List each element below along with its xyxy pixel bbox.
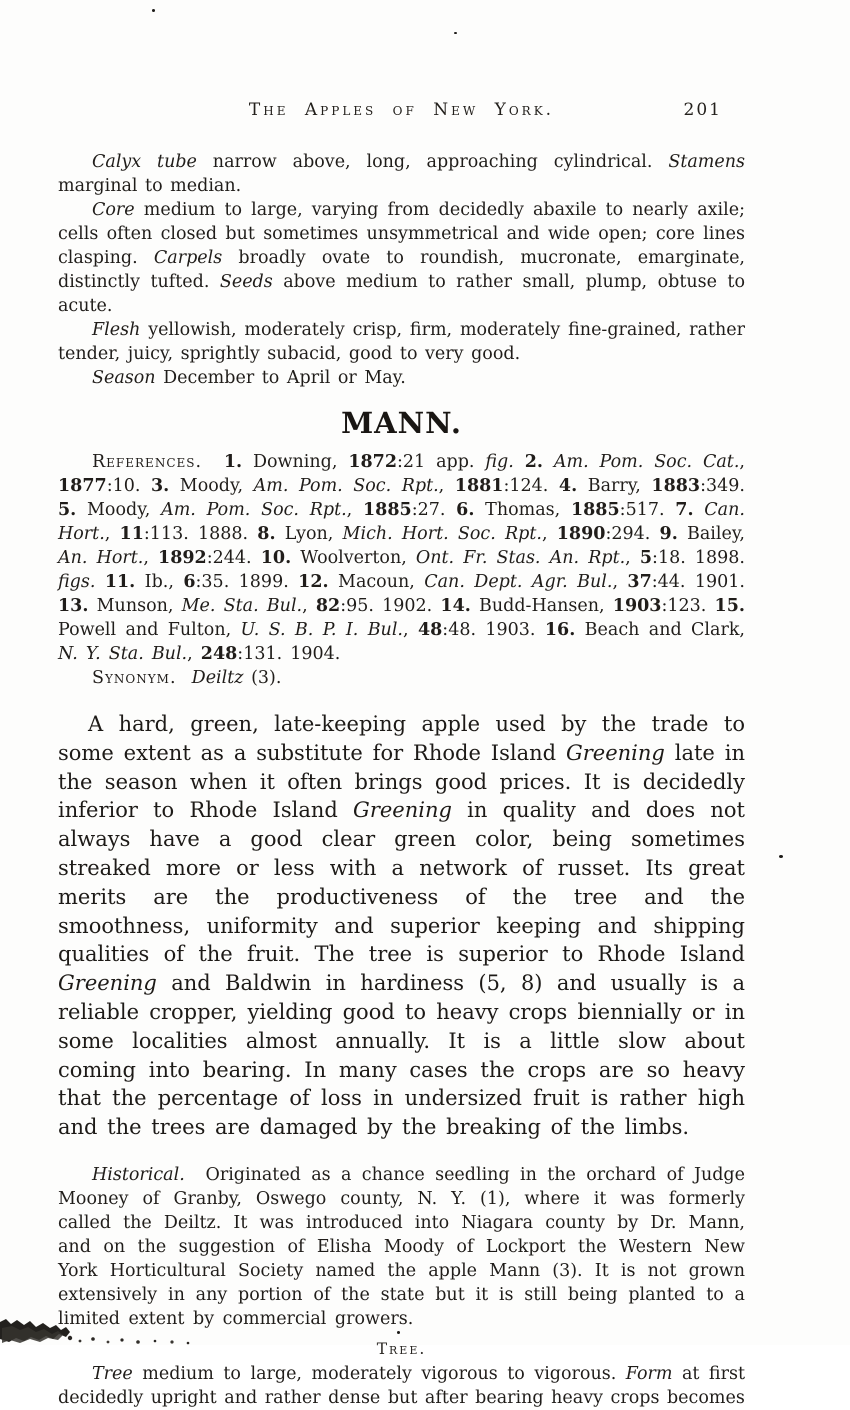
historical-label: Historical. <box>92 1164 185 1185</box>
references-label: References. <box>92 452 203 472</box>
synonym-text: Deiltz (3). <box>191 668 282 688</box>
running-title: The Apples of New York. <box>248 100 555 120</box>
variety-title: MANN. <box>341 406 462 440</box>
historical-paragraph <box>58 1163 745 1331</box>
flesh-paragraph: Flesh yellowish, moderately crisp, firm, moderately fine-grained, rather tender, juicy, sprightly subacid, good to very good. <box>58 320 745 364</box>
scan-speck <box>779 855 783 858</box>
tree-paragraph: Tree medium to large, moderately vigorous to vigorous. Form at first decidedly upright and rather dense but after bearing heavy crops becomes <box>58 1363 745 1408</box>
core-paragraph: Core medium to large, varying from decidedly abaxile to nearly axile; cells often closed but sometimes unsymmetrical and wide open; core lines clasping. Carpels broadly ovate to roundish, mucronate, emarginate, distinctly tufted. Seeds above medium to rather small, plump, obtuse to acute. <box>58 200 745 316</box>
botanical-description <box>58 150 745 390</box>
season-paragraph: Season December to April or May. <box>92 368 406 388</box>
page-number: 201 <box>683 100 722 120</box>
scan-speck <box>152 9 155 12</box>
smudge-shape <box>0 1316 210 1345</box>
references-text: 1. Downing, 1872:21 app. fig. 2. Am. Pom. Soc. Cat., 1877:10. 3. Moody, Am. Pom. Soc. Rpt., 1881:124. 4. Barry, 1883:349. 5. Moody, Am. Pom. Soc. Rpt., 1885:27. 6. Thomas, 1885:517. 7. Can. Hort., 11:113. 1888. 8. Lyon, Mich. Hort. Soc. Rpt., 1890:294. 9. Bailey, An. Hort., 1892:244. 10. Woolverton, Ont. Fr. Stas. An. Rpt., 5:18. 1898. figs. 11. Ib., 6:35. 1899. 12. Macoun, Can. Dept. Agr. Bul., 37:44. 1901. 13. Munson, Me. Sta. Bul., 82:95. 1902. 14. Budd-Hansen, 1903:123. 15. Powell and Fulton, U. S. B. P. I. Bul., 48:48. 1903. 16. Beach and Clark, N. Y. Sta. Bul., 248:131. 1904. <box>58 452 745 664</box>
synonym-label: Synonym. <box>92 668 177 688</box>
scan-speck <box>397 1331 400 1334</box>
historical-text: Originated as a chance seedling in the orchard of Judge Mooney of Granby, Oswego county, N. Y. (1), where it was formerly called the Deiltz. It was introduced into Niagara county by Dr. Mann, and on the suggestion of Elisha Moody of Lockport the Western New York Horticultural Society named the apple Mann (3). It is not grown extensively in any portion of the state but it is still being planted to a limited extent by commercial growers. <box>58 1164 745 1329</box>
references-paragraph <box>58 450 745 666</box>
tree-section-heading: Tree. <box>376 1339 427 1358</box>
running-header <box>58 100 745 126</box>
scan-smudge-artifact <box>0 1316 210 1345</box>
synonym-line <box>58 666 745 690</box>
calyx-paragraph: Calyx tube narrow above, long, approaching cylindrical. Stamens marginal to median. <box>58 152 745 196</box>
main-description: A hard, green, late-keeping apple used by the trade to some extent as a substitute for Rhode Island Greening late in the season when it often brings good prices. It is decidedly inferior to Rhode Island Greening in quality and does not always have a good clear green color, being sometimes streaked more or less with a network of russet. Its great merits are the productiveness of the tree and the smoothness, uniformity and superior keeping and shipping qualities of the fruit. The tree is superior to Rhode Island Greening and Baldwin in hardiness (5, 8) and usually is a reliable cropper, yielding good to heavy crops biennially or in some localities almost annually. It is a little slow about coming into bearing. In many cases the crops are so heavy that the percentage of loss in undersized fruit is rather high and the trees are damaged by the breaking of the limbs. <box>58 712 746 1140</box>
scan-speck <box>454 32 457 34</box>
